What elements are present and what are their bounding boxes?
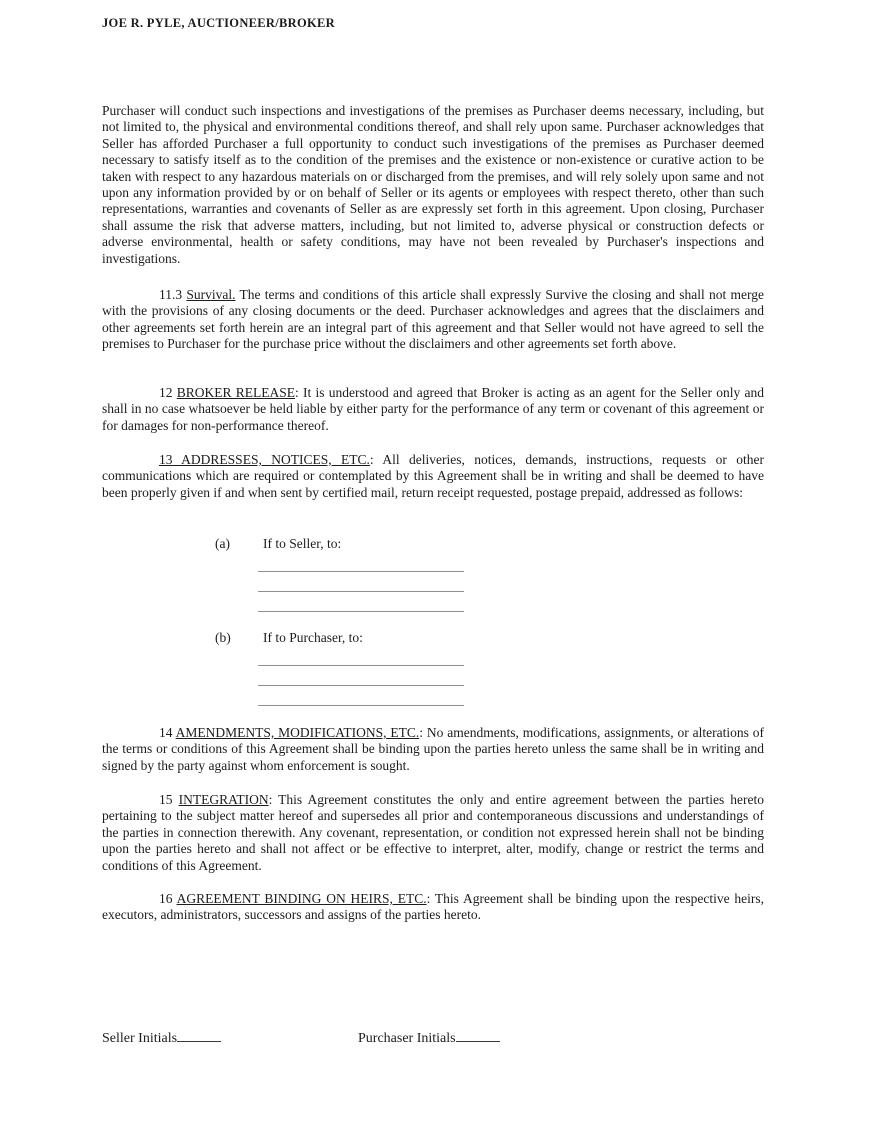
seller-initials-line[interactable] [177,1028,221,1042]
section-14-amendments [102,725,764,774]
purchaser-initials-line[interactable] [456,1028,500,1042]
initials-footer [102,1028,764,1047]
section-number: 15 [159,792,179,807]
section-body: : This Agreement constitutes the only and entire agreement between the parties hereto pertaining to the subject matter hereof and supersedes all prior and contemporaneous discussions and understandings of the parties in connection therewith. Any covenant, representation, or condition not expressed herein shall not be binding upon the parties hereto and shall not affect or be effective to interpret, alter, modify, change or restrict the terms and conditions of this Agreement. [102,792,765,873]
seller-initials-label: Seller Initials [102,1031,178,1046]
address-blank-line[interactable] [258,572,464,592]
purchaser-initials-label: Purchaser Initials [358,1031,456,1046]
section-number: 14 [159,725,176,740]
notice-item-text: If to Purchaser, to: [263,630,363,645]
purchaser-initials [358,1028,500,1047]
seller-address-lines [258,552,464,612]
document-header-title: JOE R. PYLE, AUCTIONEER/BROKER [102,16,335,30]
notice-item-label: (a) [215,536,230,551]
address-blank-line[interactable] [258,552,464,572]
section-body: The terms and conditions of this article shall expressly Survive the closing and shall not merge with the provisions of any closing documents or the deed. Purchaser acknowledges and agrees that the disclaimers and other agreements set forth herein are an integral part of this agreement and that Seller would not have agreed to sell the premises to Purchaser for the purchase price without the disclaimers and other agreements set forth above. [102,287,765,352]
intro-paragraph: Purchaser will conduct such inspections and investigations of the premises as Purchaser deems necessary, including, but not limited to, the physical and environmental conditions thereof, and shall rely upon same. Purchaser acknowledges that Seller has afforded Purchaser a full opportunity to conduct such investigations of the premises as Purchaser deemed necessary to satisfy itself as to the condition of the premises and the existence or non-existence or curative action to be taken with respect to any hazardous materials on or discharged from the premises, and will rely solely upon same and not upon any information provided by or on behalf of Seller or its agents or employees with respect thereto, other than such representations, warranties and covenants of Seller as are expressly set forth in this agreement. Upon closing, Purchaser shall assume the risk that adverse matters, including, but not limited to, adverse physical or construction defects or adverse environmental, health or safety conditions, may have not been revealed by Purchaser's inspections and investigations. [102,103,764,266]
seller-initials [102,1028,358,1047]
section-16-binding-on-heirs [102,891,764,924]
address-blank-line[interactable] [258,592,464,612]
notice-item-label: (b) [215,630,231,645]
address-blank-line[interactable] [258,646,464,666]
section-heading: Survival. [186,287,236,302]
purchaser-address-lines [258,646,464,706]
section-number: 12 [159,385,177,400]
notice-address-seller-head [215,536,764,552]
section-heading: AGREEMENT BINDING ON HEIRS, ETC. [176,891,427,906]
address-blank-line[interactable] [258,666,464,686]
section-15-integration [102,792,764,874]
notice-address-seller [102,536,764,612]
section-heading: INTEGRATION [178,792,269,807]
section-11-3-survival [102,287,764,353]
section-body: : All deliveries, notices, demands, instructions, requests or other communications which are required or contemplated by this Agreement shall be in writing and shall be deemed to have been properly given if and when sent by certified mail, return receipt requested, postage prepaid, addressed as follows: [102,452,764,500]
section-body: : It is understood and agreed that Broker is acting as an agent for the Seller only and shall in no case whatsoever be held liable by either party for the performance of any term or covenant of this agreement or for damages for non-performance thereof. [102,385,764,433]
section-body: : No amendments, modifications, assignments, or alterations of the terms or conditions of this Agreement shall be binding upon the parties hereto unless the same shall be in writing and signed by the party against whom enforcement is sought. [102,725,764,773]
section-13-addresses-notices [102,452,764,501]
address-blank-line[interactable] [258,686,464,706]
section-12-broker-release [102,385,764,434]
notice-address-purchaser-head [215,630,764,646]
notice-item-text: If to Seller, to: [263,536,342,551]
notice-address-purchaser [102,630,764,706]
section-heading: BROKER RELEASE [176,385,296,400]
section-body: : This Agreement shall be binding upon the respective heirs, executors, administrators, successors and assigns of the parties hereto. [102,891,764,923]
section-heading: 13 ADDRESSES, NOTICES, ETC. [159,452,370,467]
section-number: 11.3 [159,287,187,302]
section-number: 16 [159,891,177,906]
section-heading: AMENDMENTS, MODIFICATIONS, ETC. [175,725,420,740]
